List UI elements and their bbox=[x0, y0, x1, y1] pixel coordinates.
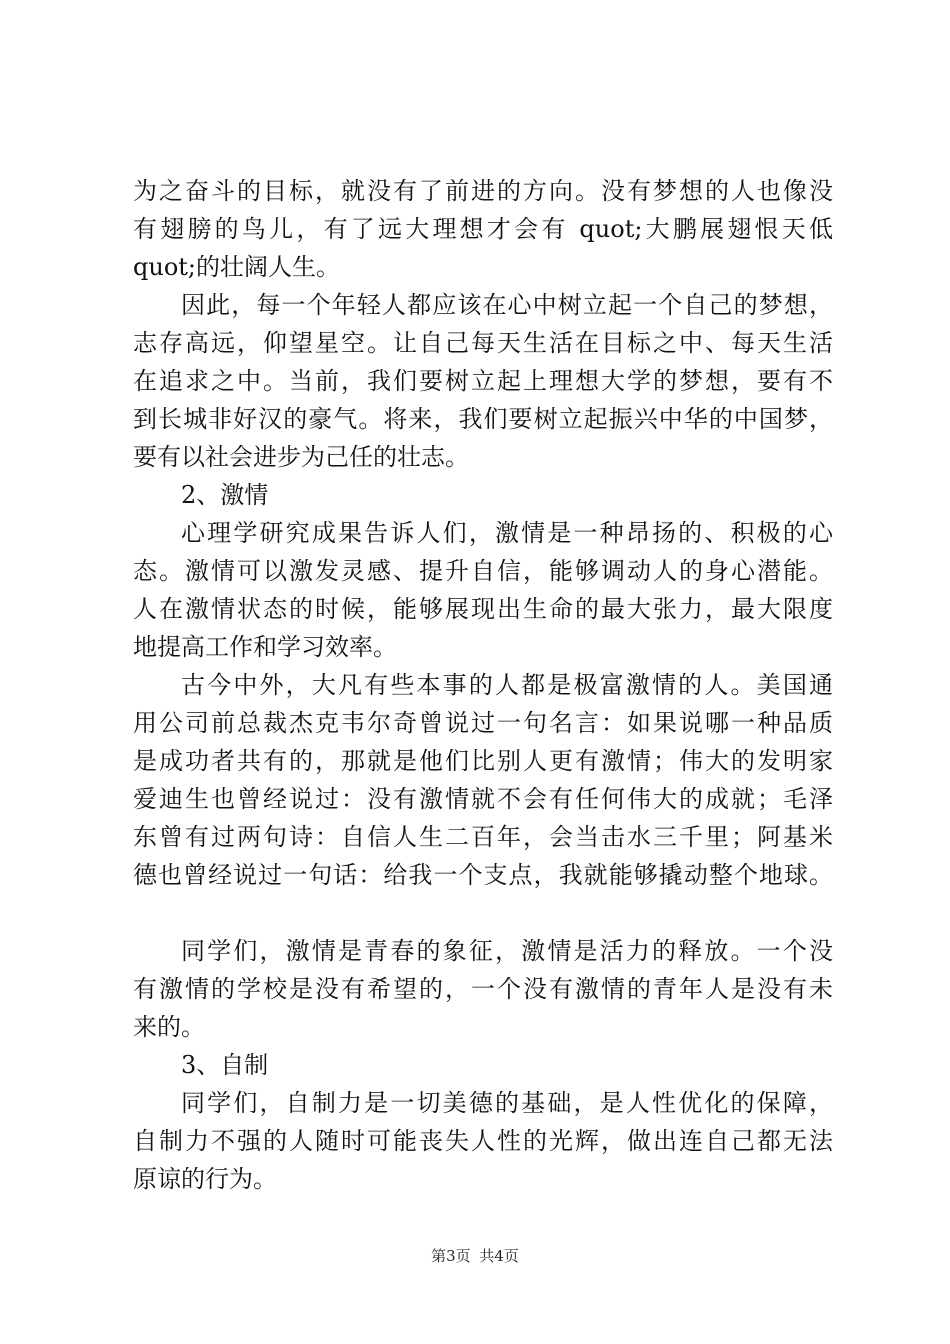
text-line: 来的。 bbox=[133, 1013, 205, 1041]
text-line: 地提高工作和学习效率。 bbox=[133, 633, 397, 661]
text-line: 德也曾经说过一句话：给我一个支点，我就能够撬动整个地球。 bbox=[133, 861, 833, 889]
text-line: 同学们，自制力是一切美德的基础，是人性优化的保障， bbox=[181, 1089, 833, 1117]
text-line: 在追求之中。当前，我们要树立起上理想大学的梦想，要有不 bbox=[133, 367, 833, 395]
text-line: 有翅膀的鸟儿，有了远大理想才会有 quot;大鹏展翅恨天低 bbox=[133, 215, 833, 243]
text-line: 人在激情状态的时候，能够展现出生命的最大张力，最大限度 bbox=[133, 595, 833, 623]
text-line: 心理学研究成果告诉人们，激情是一种昂扬的、积极的心 bbox=[181, 519, 833, 547]
text-line: 因此，每一个年轻人都应该在心中树立起一个自己的梦想， bbox=[181, 291, 833, 319]
text-line: 爱迪生也曾经说过：没有激情就不会有任何伟大的成就；毛泽 bbox=[133, 785, 833, 813]
text-line: 古今中外，大凡有些本事的人都是极富激情的人。美国通 bbox=[181, 671, 833, 699]
text-line: 自制力不强的人随时可能丧失人性的光辉，做出连自己都无法 bbox=[133, 1127, 833, 1155]
text-line: 为之奋斗的目标，就没有了前进的方向。没有梦想的人也像没 bbox=[133, 177, 833, 205]
section-heading: 2、激情 bbox=[181, 481, 269, 509]
page-total: 共4页 bbox=[479, 1247, 519, 1265]
text-line: 志存高远，仰望星空。让自己每天生活在目标之中、每天生活 bbox=[133, 329, 833, 357]
text-line: 态。激情可以激发灵感、提升自信，能够调动人的身心潜能。 bbox=[133, 557, 833, 585]
text-line: quot;的壮阔人生。 bbox=[133, 253, 340, 281]
text-line: 同学们，激情是青春的象征，激情是活力的释放。一个没 bbox=[181, 937, 833, 965]
text-line: 原谅的行为。 bbox=[133, 1165, 277, 1193]
page-footer bbox=[0, 1246, 950, 1266]
text-line: 用公司前总裁杰克韦尔奇曾说过一句名言：如果说哪一种品质 bbox=[133, 709, 833, 737]
page-number: 第3页 bbox=[431, 1247, 471, 1265]
text-line: 要有以社会进步为己任的壮志。 bbox=[133, 443, 469, 471]
text-line: 是成功者共有的，那就是他们比别人更有激情；伟大的发明家 bbox=[133, 747, 833, 775]
text-line: 有激情的学校是没有希望的，一个没有激情的青年人是没有未 bbox=[133, 975, 833, 1003]
section-heading: 3、自制 bbox=[181, 1051, 269, 1079]
text-line: 东曾有过两句诗：自信人生二百年，会当击水三千里；阿基米 bbox=[133, 823, 833, 851]
text-line: 到长城非好汉的豪气。将来，我们要树立起振兴中华的中国梦， bbox=[133, 405, 833, 433]
